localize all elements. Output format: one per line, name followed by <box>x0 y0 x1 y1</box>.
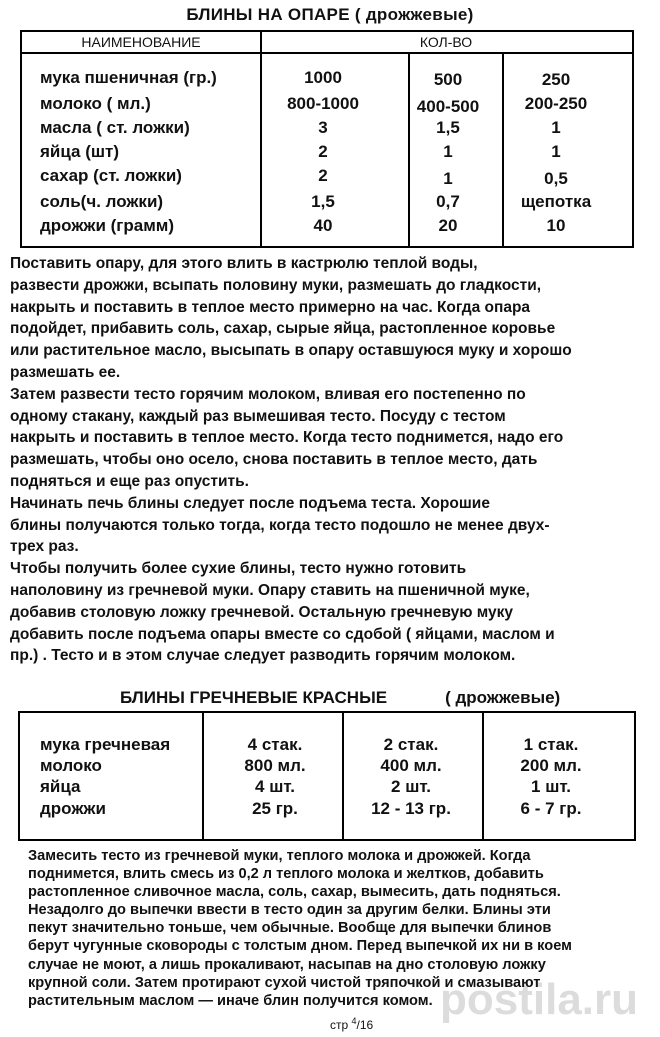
ingredient-name: молоко ( мл.) <box>40 94 151 113</box>
ingredients-table-2 <box>18 711 636 841</box>
table-column-divider <box>202 713 204 839</box>
qty-2: 20 <box>438 216 458 235</box>
table-column-divider <box>482 713 484 839</box>
text-line: пр.) . Тесто и в этом случае следует разводить горячим молоком. <box>10 647 516 665</box>
recipe-title-2-sub: ( дрожжевые) <box>445 688 561 707</box>
text-line: пекут значительно тоньше, чем обычные. Вообще для выпечки блинов <box>28 920 552 937</box>
qty-1: 25 гр. <box>252 799 298 818</box>
text-line: накрыть и поставить в теплое место примерно на час. Когда опара <box>10 298 531 316</box>
qty-1: 800-1000 <box>287 94 359 113</box>
ingredient-name: молоко <box>40 756 102 775</box>
text-line: добавить после подъема опары вместе со сдобой ( яйцами, маслом и <box>10 625 555 643</box>
text-line: блины получаются только тогда, когда тесто подошло не менее двух- <box>10 516 550 534</box>
text-line: или растительное масло, высыпать в опару оставшуюся муку и хорошо <box>10 342 572 360</box>
ingredient-name: соль(ч. ложки) <box>40 192 164 211</box>
page-label: стр <box>330 1018 349 1032</box>
text-line: подняться и еще раз опустить. <box>10 472 249 490</box>
qty-3: 6 - 7 гр. <box>520 799 582 818</box>
text-line: Затем развести тесто горячим молоком, вливая его постепенно по <box>10 385 526 403</box>
ingredient-name: масла ( ст. ложки) <box>40 118 190 137</box>
watermark: postila.ru <box>440 975 639 1024</box>
qty-1: 1,5 <box>311 192 335 211</box>
text-line: наполовину из гречневой муки. Опару ставить на пшеничной муке, <box>10 581 530 599</box>
qty-3: щепотка <box>520 192 592 211</box>
qty-3: 1 шт. <box>531 777 571 796</box>
text-line: размешать, чтобы оно осело, снова поставить в теплое место, дать <box>10 451 538 469</box>
table-column-divider <box>260 32 262 246</box>
qty-2: 400-500 <box>416 97 480 116</box>
text-line: крупной соли. Затем протирают сухой чистой тряпочкой и смазывают <box>28 974 541 991</box>
text-line: Чтобы получить более сухие блины, тесто нужно готовить <box>10 560 467 578</box>
text-line: трех раз. <box>10 538 79 556</box>
header-quantity: КОЛ-ВО <box>419 34 473 50</box>
qty-3: 1 <box>551 142 561 161</box>
recipe-title-2-main: БЛИНЫ ГРЕЧНЕВЫЕ КРАСНЫЕ <box>120 688 388 707</box>
qty-3: 1 стак. <box>523 735 579 754</box>
table-header-divider <box>22 52 632 54</box>
ingredient-name: мука пшеничная (гр.) <box>40 68 217 87</box>
qty-1: 4 шт. <box>255 777 295 796</box>
text-line: берут чугунные сковороды с толстым дном. Перед выпечкой их ни в коем <box>28 938 572 955</box>
qty-3: 200-250 <box>524 94 588 113</box>
qty-3: 1 <box>551 118 561 137</box>
qty-1: 3 <box>318 118 328 137</box>
qty-1: 40 <box>313 216 333 235</box>
text-line: случае не моют, а лишь прокаливают, насыпав на дно столовую ложку <box>28 956 546 973</box>
qty-1: 2 <box>318 166 328 185</box>
qty-2: 2 шт. <box>391 777 431 796</box>
text-line: размешать ее. <box>10 363 121 381</box>
qty-3: 250 <box>541 70 571 89</box>
qty-3: 200 мл. <box>520 756 582 775</box>
qty-2: 2 стак. <box>383 735 439 754</box>
qty-1: 4 стак. <box>247 735 303 754</box>
qty-2: 500 <box>433 70 463 89</box>
text-line: Поставить опару, для этого влить в кастрюлю теплой воды, <box>10 255 478 272</box>
text-line: подойдет, прибавить соль, сахар, сырые яйца, растопленное коровье <box>10 320 556 338</box>
qty-1: 800 мл. <box>244 756 306 775</box>
ingredient-name: яйца <box>40 777 81 796</box>
qty-2: 1 <box>443 169 453 188</box>
qty-2: 1 <box>443 142 453 161</box>
text-line: накрыть и поставить в теплое место. Когда тесто поднимется, надо его <box>10 429 564 447</box>
page-current: 4 <box>351 1016 357 1026</box>
text-line: добавив столовую ложку гречневой. Остальную гречневую муку <box>10 603 514 621</box>
ingredient-name: дрожжи <box>40 799 106 818</box>
text-line: растительным маслом — иначе блин получится комом. <box>28 992 433 1009</box>
text-line: развести дрожжи, всыпать половину муки, размешать до гладкости, <box>10 276 542 294</box>
recipe-title-2 <box>120 688 560 708</box>
ingredients-table-1 <box>20 30 634 248</box>
text-line: поднимется, влить смесь из 0,2 л теплого молока и желтков, добавить <box>28 866 544 883</box>
ingredient-name: мука гречневая <box>40 735 171 754</box>
text-line: растопленное сливочное масла, соль, сахар, вымесить, дать подняться. <box>28 884 561 901</box>
qty-2: 0,7 <box>436 192 460 211</box>
text-line: одному стакану, каждый раз вымешивая тесто. Посуду с тестом <box>10 407 506 425</box>
page-total: /16 <box>356 1018 374 1032</box>
recipe-title-1: БЛИНЫ НА ОПАРЕ ( дрожжевые) <box>186 5 474 24</box>
ingredient-name: дрожжи (грамм) <box>40 216 175 235</box>
text-line: Незадолго до выпечки ввести в тесто один за другим белки. Блины эти <box>28 902 551 919</box>
ingredient-name: сахар (ст. ложки) <box>40 166 182 185</box>
page-number <box>330 1016 373 1032</box>
text-line: Начинать печь блины следует после подъема теста. Хорошие <box>10 494 490 512</box>
instructions-text-1 <box>10 253 640 667</box>
ingredient-name: яйца (шт) <box>40 142 120 161</box>
qty-1: 2 <box>318 142 328 161</box>
qty-1: 1000 <box>304 68 342 87</box>
qty-2: 400 мл. <box>380 756 442 775</box>
text-line: Замесить тесто из гречневой муки, теплого молока и дрожжей. Когда <box>28 848 531 864</box>
qty-3: 0,5 <box>544 169 568 188</box>
header-name: НАИМЕНОВАНИЕ <box>81 34 201 50</box>
table-column-divider <box>342 713 344 839</box>
qty-3: 10 <box>546 216 566 235</box>
qty-2: 1,5 <box>436 118 460 137</box>
qty-2: 12 - 13 гр. <box>371 799 451 818</box>
